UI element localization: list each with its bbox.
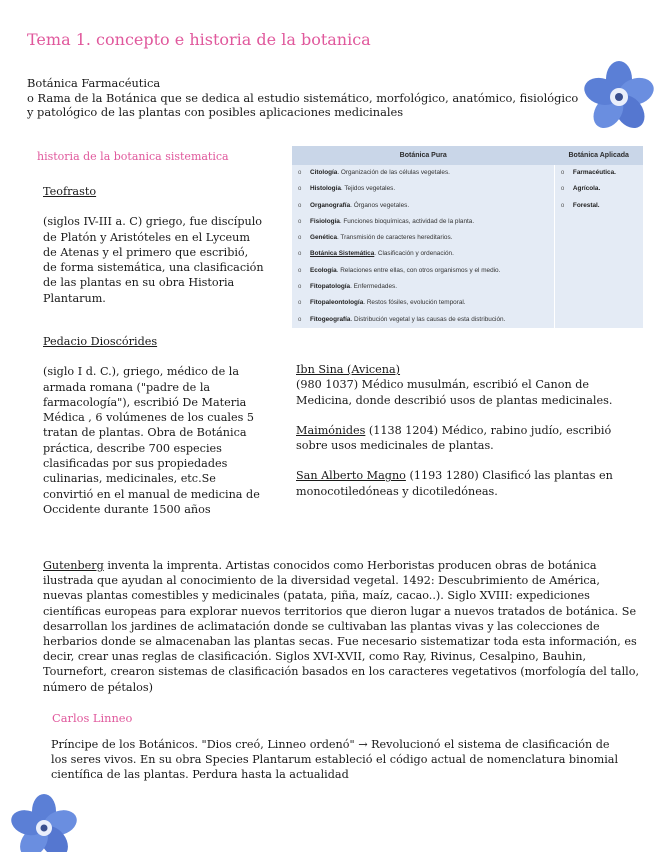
alberto-text: (1193 1280) Clasificó las plantas en monocotiledóneas y dicotiledóneas.	[296, 469, 613, 498]
table-row: o Ecología. Relaciones entre ellas, con otros organismos y el medio.	[298, 266, 501, 274]
table-header-applied: Botánica Aplicada	[554, 146, 643, 165]
dioscorides-text: (siglo I d. C.), griego, médico de la armada romana ("padre de la farmacología"), escribió De Materia Médica , 6 volúmenes de los cuales 5 tratan de plantas. Obra de Botánica práctica, describe 700 especies clasificadas por sus propiedades culinarias, medicinales, etc.Se convirtió en el manual de medicina de Occidente durante 1500 años	[43, 365, 260, 516]
avicena-name: Ibn Sina (Avicena)	[296, 363, 401, 376]
gutenberg-name: Gutenberg	[43, 559, 104, 572]
intro-block	[27, 76, 587, 120]
flower-decoration-icon	[8, 792, 78, 852]
table-row: o Botánica Sistemática. Clasificación y ordenación.	[298, 250, 454, 258]
section-history-title: historia de la botanica sistematica	[37, 150, 229, 163]
table-row: o Fisiología. Funciones bioquímicas, actividad de la planta.	[298, 217, 475, 225]
botany-table	[292, 146, 643, 328]
table-row: o Organografía. Órganos vegetales.	[298, 201, 410, 209]
table-row: o Forestal.	[560, 201, 600, 209]
table-header-pure: Botánica Pura	[292, 146, 554, 165]
table-row: o Farmacéutica.	[560, 169, 616, 176]
intro-heading: Botánica Farmacéutica	[27, 76, 161, 90]
maimonides-text: (1138 1204) Médico, rabino judío, escribió sobre usos medicinales de plantas.	[296, 423, 612, 453]
flower-decoration-icon	[582, 60, 656, 134]
gutenberg-text: inventa la imprenta. Artistas conocidos como Herboristas producen obras de botánica ilustrada que ayudan al conocimiento de la diversidad vegetal. 1492: Descubrimiento de América, nuevas plantas comestibles y medicinales (patata, piña, maíz, cacao..). Siglo XVIII: expediciones científicas europeas para explorar nuevos territorios que dieron lugar a nuevos tratados de botánica. Se desarrollan los jardines de aclimatación donde se cultivaban las plantas vivas y las colecciones de herbarios donde se almacenaban las plantas secas. Fue necesario sistematizar toda esta información, es decir, crear unas reglas de clasificación. Siglos XVI-XVII, como Ray, Rivinus, Cesalpino, Bauhin, Tournefort, crearon sistemas de clasificación basados en los caracteres vegetativos (morfología del tallo, número de pétalos)	[43, 559, 640, 694]
table-applied-cell	[554, 165, 643, 328]
linneo-heading: Carlos Linneo	[52, 711, 133, 725]
alberto-block	[296, 468, 636, 499]
alberto-name: San Alberto Magno	[296, 469, 406, 483]
table-pure-cell	[292, 165, 554, 328]
table-row: o Fitopatología. Enfermedades.	[298, 283, 398, 291]
dioscorides-name: Pedacio Dioscórides	[43, 335, 158, 348]
table-row: o Genética. Transmisión de caracteres hereditarios.	[298, 234, 453, 242]
gutenberg-paragraph	[43, 558, 643, 695]
table-row: o Agrícola.	[560, 185, 601, 193]
maimonides-name: Maimónides	[296, 423, 366, 437]
avicena-block	[296, 362, 636, 408]
table-row: o Histología. Tejidos vegetales.	[298, 185, 396, 193]
page-title: Tema 1. concepto e historia de la botanica	[27, 30, 371, 49]
maimonides-block	[296, 423, 636, 454]
table-row: o Citología. Organización de las células vegetales.	[298, 169, 450, 176]
linneo-text: Príncipe de los Botánicos. "Dios creó, Linneo ordenó" → Revolucionó el sistema de clasificación de los seres vivos. En su obra Species Plantarum estableció el código actual de nomenclatura binomial científica de las plantas. Perdura hasta la actualidad	[51, 738, 619, 782]
table-row: o Fitopaleontología. Restos fósiles, evolución temporal.	[298, 299, 466, 307]
teofrasto-text: (siglos IV-III a. C) griego, fue discípulo de Platón y Aristóteles en el Lyceum de Atenas y el primero que escribió, de forma sistemática, una clasificación de las plantas en su obra Historia Plantarum.	[43, 215, 264, 305]
intro-definition: o Rama de la Botánica que se dedica al estudio sistemático, morfológico, anatómico, fisiológico y patológico de las plantas con posibles aplicaciones medicinales	[27, 90, 579, 119]
teofrasto-block	[43, 184, 265, 306]
teofrasto-name: Teofrasto	[43, 185, 97, 198]
avicena-text: (980 1037) Médico musulmán, escribió el Canon de Medicina, donde describió usos de plantas medicinales.	[296, 378, 613, 407]
table-row: o Fitogeografía. Distribución vegetal y las causas de esta distribución.	[298, 315, 506, 323]
dioscorides-block	[43, 334, 265, 517]
right-column	[296, 362, 636, 514]
